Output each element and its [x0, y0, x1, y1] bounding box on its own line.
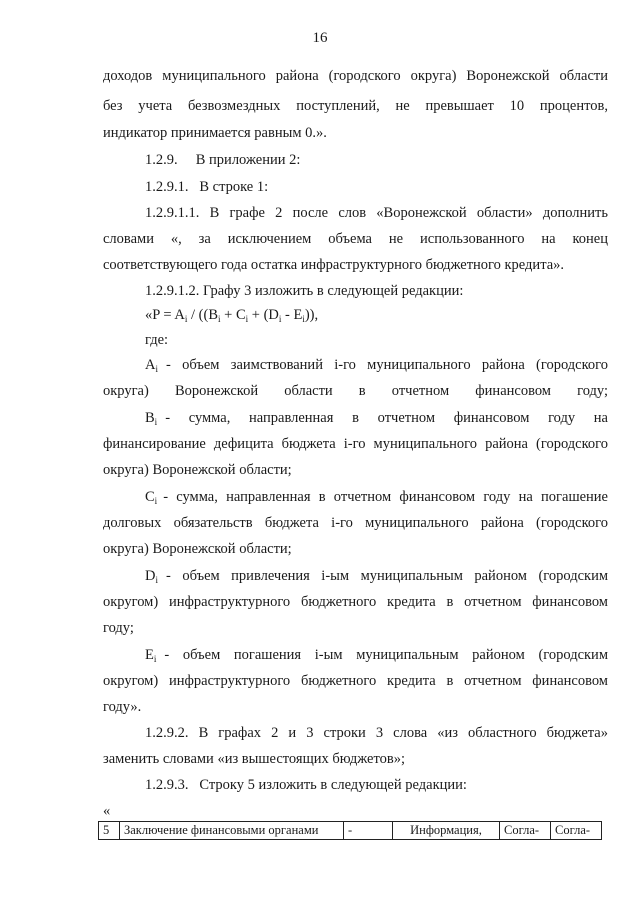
body-line: долговых обязательств бюджета i-го муниципального района (городского — [103, 515, 608, 531]
body-line: 1.2.9.2. В графах 2 и 3 строки 3 слова «из областного бюджета» — [145, 725, 608, 741]
body-line: доходов муниципального района (городского округа) Воронежской области — [103, 68, 608, 84]
formula-part: + C — [220, 307, 246, 323]
definition-text: - сумма, направленная в отчетном финансовом году на погашение — [163, 489, 608, 505]
body-line: где: — [145, 332, 169, 348]
formula: «$P = A_i / ((B_i + C_i + (D_i - E_i))$, — [145, 307, 319, 324]
body-line: 1.2.9.1.2. Графу 3 изложить в следующей редакции: — [145, 283, 464, 299]
formula-part: + (D — [248, 307, 279, 323]
table-cell: Согла- — [551, 822, 602, 840]
row5-table — [98, 821, 602, 840]
body-line: заменить словами «из вышестоящих бюджетов»; — [103, 751, 406, 767]
body-line: 1.2.9.1. В строке 1: — [145, 179, 269, 195]
variable-e: $E_i$ — [145, 647, 157, 664]
body-line: соответствующего года остатка инфраструктурного бюджетного кредита». — [103, 257, 565, 273]
body-line: округа) Воронежской области в отчетном финансовом году; — [103, 383, 608, 399]
body-line: 1.2.9. В приложении 2: — [145, 152, 301, 168]
table-cell: - — [344, 822, 393, 840]
body-line: округа) Воронежской области; — [103, 462, 292, 478]
body-line: году; — [103, 620, 134, 636]
table-cell: Согла- — [500, 822, 551, 840]
table-cell: 5 — [99, 822, 120, 840]
body-line: без учета безвозмездных поступлений, не превышает 10 процентов, — [103, 98, 608, 114]
variable-a: $A_i$ — [145, 357, 158, 374]
body-line: округом) инфраструктурного бюджетного кредита в отчетном финансовом — [103, 673, 608, 689]
definition-line — [145, 409, 608, 428]
definition-text: - объем погашения i-ым муниципальным районом (городским — [164, 647, 608, 663]
definition-text: - объем заимствований i-го муниципального района (городского — [166, 357, 608, 373]
variable-d: $D_i$ — [145, 568, 158, 585]
table-row — [99, 822, 602, 840]
formula-part: )), — [304, 307, 319, 323]
variable-b: $B_i$ — [145, 410, 158, 427]
body-line: 1.2.9.3. Строку 5 изложить в следующей редакции: — [145, 777, 467, 793]
table-cell: Заключение финансовыми органами — [120, 822, 344, 840]
variable-c: $C_i$ — [145, 489, 158, 506]
body-line: индикатор принимается равным 0.». — [103, 125, 327, 141]
formula-part: / ((B — [187, 307, 218, 323]
definition-line — [145, 488, 608, 507]
page-number: 16 — [312, 30, 328, 46]
definition-line — [145, 646, 608, 665]
body-line: 1.2.9.1.1. В графе 2 после слов «Воронежской области» дополнить — [145, 205, 608, 221]
body-line: округа) Воронежской области; — [103, 541, 292, 557]
definition-text: - сумма, направленная в отчетном финансовом году на — [165, 410, 608, 426]
table-cell: Информация, — [393, 822, 500, 840]
opening-quote: « — [103, 803, 111, 819]
definition-text: - объем привлечения i-ым муниципальным районом (городским — [166, 568, 608, 584]
body-line: округом) инфраструктурного бюджетного кредита в отчетном финансовом — [103, 594, 608, 610]
body-line: словами «, за исключением объема не использованного на конец — [103, 231, 608, 247]
definition-line — [145, 567, 608, 586]
definition-line — [145, 356, 608, 375]
formula-part: «P = A — [145, 307, 185, 323]
body-line: финансирование дефицита бюджета i-го муниципального района (городского — [103, 436, 608, 452]
formula-part: - E — [281, 307, 303, 323]
body-line: году». — [103, 699, 142, 715]
